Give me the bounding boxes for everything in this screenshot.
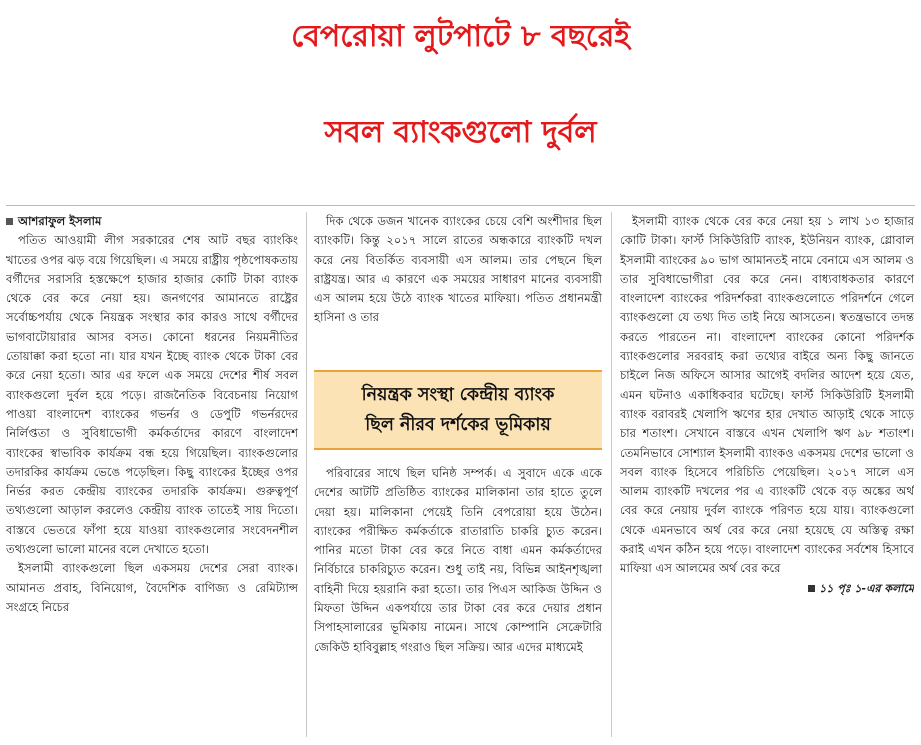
paragraph: পতিত আওয়ামী লীগ সরকারের শেষ আট বছর ব্যাংকিং খাতের ওপর ঝড় বয়ে গিয়েছিল। এ সময়ে রাষ্ট্রীয় পৃষ্ঠপোষকতায় বর্গীদের সরাসরি হস্তক্ষেপে হাজার হাজার কোটি টাকা ব্যাংক থেকে বের করে নেয়া হয়। জনগণের আমানতে রাষ্ট্রের সর্বোচ্চপর্যায় থেকে নিয়ন্ত্রক সংস্থার কার কারও সাথে বর্গীদের ভাগবাটোয়ারার আসর বসত। কোনো ধরনের নিয়মনীতির তোয়াক্কা করা হতো না। যার যখন ইচ্ছে ব্যাংক থেকে টাকা বের করে নেয়া হতো। আর এর ফলে এক সময়ে দেশের শীর্ষ সবল ব্যাংকগুলো দুর্বল হয়ে পড়ে। রাজনৈতিক বিবেচনায় নিয়োগ পাওয়া বাংলাদেশ ব্যাংকের গভর্নর ও ডেপুটি গভর্নরদের নির্লিপ্ততা ও সুবিধাভোগী কর্মকর্তাদের কারণে বাংলাদেশ ব্যাংকের স্বাভাবিক কার্যক্রম বন্ধ হয়ে গিয়েছিল। ব্যাংকগুলোর তদারকির কার্যক্রম ভেঙে পড়েছিল। কিছু ব্যাংকের ইচ্ছের ওপর নির্ভর করত কেন্দ্রীয় ব্যাংকের তদারকি কার্যক্রম। গুরুত্বপূর্ণ তথ্যগুলো আড়াল করলেও কেন্দ্রীয় ব্যাংক তাতেই সায় দিতো। বাস্তবে ভেতরে ফাঁপা হয়ে যাওয়া ব্যাংকগুলোর সংবেদনশীল তথ্যগুলো ভালো মানের বলে দেখাতে হতো। xyxy=(6,233,298,557)
continuation-text: ১১ পৃঃ ১-এর কলামে xyxy=(819,581,914,595)
paragraph: দিক থেকে ডজন খানেক ব্যাংকের চেয়ে বেশি অংশীদার ছিল ব্যাংকটি। কিন্তু ২০১৭ সালে রাতের অন্ধকারে ব্যাংকটি দখল করে নেয় বিতর্কিত ব্যবসায়ী এস আলম। তার পেছনে ছিল রাষ্ট্রযন্ত্র। আর এ কারণে এক সময়ের সাধারণ মানের ব্যবসায়ী এস আলম হয়ে উঠে ব্যাংক খাতের মাফিয়া। পতিত প্রধানমন্ত্রী হাসিনা ও তার xyxy=(314,214,602,325)
byline-author: আশরাফুল ইসলাম xyxy=(18,214,102,228)
headline-divider xyxy=(6,205,915,206)
headline-line-1: বেপরোয়া লুটপাটে ৮ বছরেই xyxy=(291,19,630,54)
continuation-note[interactable] xyxy=(620,579,914,598)
pull-quote-line-1: নিয়ন্ত্রক সংস্থা কেন্দ্রীয় ব্যাংক xyxy=(361,385,555,405)
byline xyxy=(6,212,298,231)
byline-square-icon xyxy=(6,218,13,225)
pull-quote-line-2: ছিল নীরব দর্শকের ভূমিকায় xyxy=(365,415,551,435)
column-divider xyxy=(611,212,612,737)
article-column-1 xyxy=(6,212,298,742)
article-column-3 xyxy=(620,212,914,742)
headline-line-2: সবল ব্যাংকগুলো দুর্বল xyxy=(324,115,597,150)
pull-quote xyxy=(314,370,602,450)
paragraph: পরিবারের সাথে ছিল ঘনিষ্ঠ সম্পর্ক। এ সুবাদে একে একে দেশের আটটি প্রতিষ্ঠিত ব্যাংকের মালিকানা তার হাতে তুলে দেয়া হয়। মালিকানা পেয়েই তিনি বেপরোয়া হয়ে উঠেন। ব্যাংকের পরীক্ষিত কর্মকর্তাকে রাতারাতি চাকরি চ্যুত করেন। পানির মতো টাকা বের করে নিতে বাধা এমন কর্মকর্তাদের নির্বিচারে চাকরিচ্যুত করেন। শুধু তাই নয়, বিভিন্ন আইনশৃঙ্খলা বাহিনী দিয়ে হয়রানি করা হতো। তার পিএস আকিজ উদ্দিন ও মিফতা উদ্দিন একপর্যায়ে তার টাকা বের করে দেয়ার প্রধান সিপাহসালারের ভূমিকায় নামেন। সাথে কোম্পানি সেক্রেটারি জেকিউ হাবিবুল্লাহ গংরাও ছিল সক্রিয়। আর এদের মাধ্যমেই xyxy=(314,466,602,654)
paragraph: ইসলামী ব্যাংক থেকে বের করে নেয়া হয় ১ লাখ ১৩ হাজার কোটি টাকা। ফার্স্ট সিকিউরিটি ব্যাংক, ইউনিয়ন ব্যাংক, গ্লোবাল ইসলামী ব্যাংকের ৯০ ভাগ আমানতই নামে বেনামে এস আলম ও তার সুবিধাভোগীরা বের করে নেন। বাধ্যবাধকতার কারণে বাংলাদেশ ব্যাংকের পরিদর্শকরা ব্যাংকগুলোতে পরিদর্শনে গেলে ব্যাংকগুলো যে তথ্য দিত তাই নিয়ে আসতেন। স্বতন্ত্রভাবে তদন্ত করতে পারতেন না। বাংলাদেশ ব্যাংকের কোনো পরিদর্শক ব্যাংকগুলোর সরবরাহ করা তথ্যের বাইরে অন্য কিছু জানতে চাইলে নিজ অফিসে আসার আগেই বদলির আদেশ হয়ে যেত, এমন ঘটনাও একাধিকবার ঘটেছে। ফার্স্ট সিকিউরিটি ইসলামী ব্যাংক বরাবরই খেলাপি ঋণের হার দেখাত আড়াই থেকে সাড়ে চার শতাংশ। সেখানে বাস্তবে এখন খেলাপি ঋণ ৯৮ শতাংশ। তেমনিভাবে সোশ্যাল ইসলামী ব্যাংকও একসময় দেশের ভালো ও সবল ব্যাংক হিসেবে পরিচিতি পেয়েছিল। ২০১৭ সালে এস আলম ব্যাংকটি দখলের পর এ ব্যাংকটি থেকে বড় অঙ্কের অর্থ বের করে নেয়ায় দুর্বল ব্যাংকে পরিণত হয়ে যায়। ব্যাংকগুলো থেকে এমনভাবে অর্থ বের করে নেয়া হয়েছে যে অস্তিত্ব রক্ষা করাই এখন কঠিন হয়ে পড়ে। বাংলাদেশ ব্যাংকের সর্বশেষ হিসাবে মাফিয়া এস আলমের অর্থ বের করে xyxy=(620,214,914,576)
article-column-2 xyxy=(314,212,602,742)
paragraph: ইসলামী ব্যাংকগুলো ছিল একসময় দেশের সেরা ব্যাংক। আমানত প্রবাহ, বিনিয়োগ, বৈদেশিক বাণিজ্য ও রেমিট্যান্স সংগ্রহে নিচের xyxy=(6,561,298,614)
continuation-square-icon xyxy=(808,585,815,592)
column-divider xyxy=(306,212,307,737)
